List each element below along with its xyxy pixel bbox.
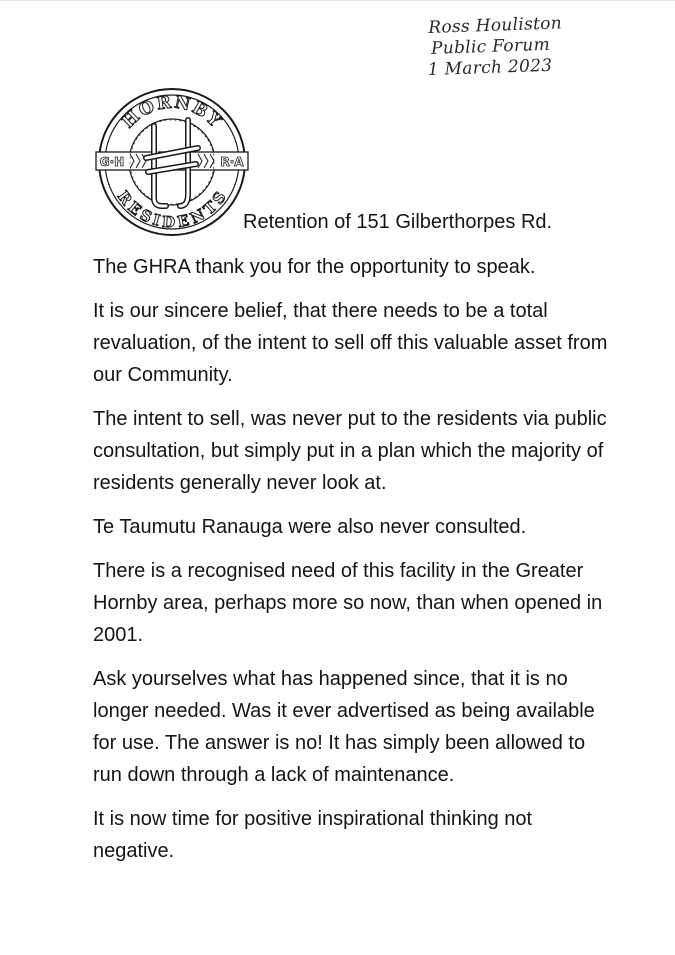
paragraph-revaluation: It is our sincere belief, that there needs to be a total revaluation, of the intent to sell off this valuable asset from our Community. <box>93 300 608 386</box>
paragraph-need: There is a recognised need of this facility in the Greater Hornby area, perhaps more so now, than when opened in 2001. <box>93 560 603 646</box>
paragraph-consultation: The intent to sell, was never put to the residents via public consultation, but simply put in a plan which the majority of residents generally never look at. <box>93 408 607 494</box>
handwritten-event: Public Forum <box>430 34 551 59</box>
logo-bottom-text: RESIDENTS <box>113 187 231 232</box>
document-title: Retention of 151 Gilberthorpes Rd. <box>243 211 553 233</box>
ghra-logo <box>92 84 252 239</box>
handwritten-name: Ross Houliston <box>428 13 563 38</box>
paragraph-thanks: The GHRA thank you for the opportunity to speak. <box>93 256 536 278</box>
logo-left-text: G·H <box>99 155 125 169</box>
logo-top-text: HORNBY <box>118 92 226 133</box>
handwritten-date: 1 March 2023 <box>427 55 553 81</box>
paragraph-iwi: Te Taumutu Ranauga were also never consulted. <box>93 516 527 538</box>
paragraph-closing: It is now time for positive inspirational thinking not negative. <box>93 808 533 862</box>
logo-right-text: R·A <box>220 155 244 169</box>
handwritten-annotation <box>428 11 630 81</box>
paragraph-questions: Ask yourselves what has happened since, that it is no longer needed. Was it ever advertised as being available for use. The answer is no! It has simply been allowed to run down through a lack of maintenance. <box>93 668 595 786</box>
page-top-edge <box>0 0 675 1</box>
document-body <box>93 251 613 879</box>
